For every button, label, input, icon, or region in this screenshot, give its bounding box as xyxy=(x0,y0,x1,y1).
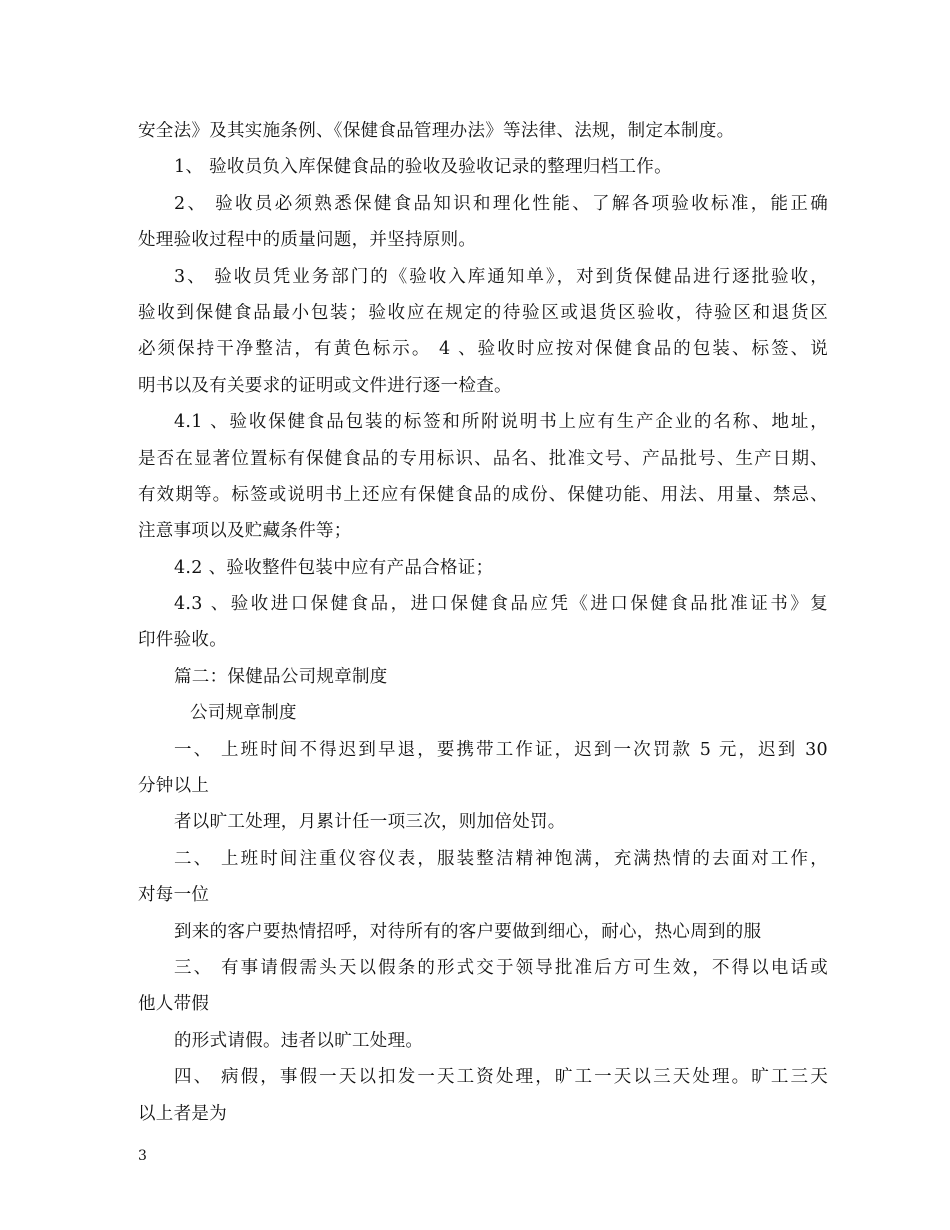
page-number: 3 xyxy=(138,1148,147,1164)
document-body xyxy=(138,113,828,1132)
text-line: 2、 验收员必须熟悉保健食品知识和理化性能、了解各项验收标准，能正确 xyxy=(174,193,828,214)
text-line: 4.3 、验收进口保健食品，进口保健食品应凭《进口保健食品批准证书》复 xyxy=(174,594,828,615)
text-line: 印件验收。 xyxy=(138,630,227,651)
text-line: 4.2 、验收整件包装中应有产品合格证； xyxy=(174,557,494,578)
text-line: 注意事项以及贮藏条件等； xyxy=(138,521,352,542)
text-line: 明书以及有关要求的证明或文件进行逐一检查。 xyxy=(138,375,512,396)
section-subheading: 公司规章制度 xyxy=(190,703,297,724)
text-line: 分钟以上 xyxy=(138,776,210,797)
text-line: 3、 验收员凭业务部门的《验收入库通知单》，对到货保健品进行逐批验收， xyxy=(174,266,828,287)
text-line: 者以旷工处理，月累计任一项三次，则加倍处罚。 xyxy=(174,812,566,833)
text-line: 以上者是为 xyxy=(138,1103,227,1124)
text-line: 验收到保健食品最小包装；验收应在规定的待验区或退货区验收，待验区和退货区 xyxy=(138,302,828,323)
text-line: 安全法》及其实施条例、《保健食品管理办法》等法律、法规，制定本制度。 xyxy=(138,121,735,141)
section-heading: 篇二：保健品公司规章制度 xyxy=(174,666,388,687)
text-line: 对每一位 xyxy=(138,885,210,906)
text-line: 有效期等。标签或说明书上还应有保健食品的成份、保健功能、用法、用量、禁忌、 xyxy=(138,484,828,505)
text-line: 四、 病假，事假一天以扣发一天工资处理，旷工一天以三天处理。旷工三天 xyxy=(174,1067,828,1088)
text-line: 他人带假 xyxy=(138,994,210,1015)
text-line: 二、 上班时间注重仪容仪表，服装整洁精神饱满，充满热情的去面对工作， xyxy=(174,848,828,869)
text-line: 到来的客户要热情招呼，对待所有的客户要做到细心，耐心，热心周到的服 xyxy=(174,921,762,942)
text-line: 4.1 、验收保健食品包装的标签和所附说明书上应有生产企业的名称、地址， xyxy=(174,412,828,433)
text-line: 三、 有事请假需头天以假条的形式交于领导批准后方可生效，不得以电话或 xyxy=(174,957,828,978)
text-line: 是否在显著位置标有保健食品的专用标识、品名、批准文号、产品批号、生产日期、 xyxy=(138,448,828,469)
text-line: 一、 上班时间不得迟到早退，要携带工作证，迟到一次罚款 5 元，迟到 30 xyxy=(174,739,828,760)
text-line: 必须保持干净整洁，有黄色标示。 4 、验收时应按对保健食品的包装、标签、说 xyxy=(138,339,828,360)
text-line: 的形式请假。违者以旷工处理。 xyxy=(174,1030,424,1051)
text-line: 1、 验收员负入库保健食品的验收及验收记录的整理归档工作。 xyxy=(174,157,672,178)
text-line: 处理验收过程中的质量问题，并坚持原则。 xyxy=(138,230,477,251)
